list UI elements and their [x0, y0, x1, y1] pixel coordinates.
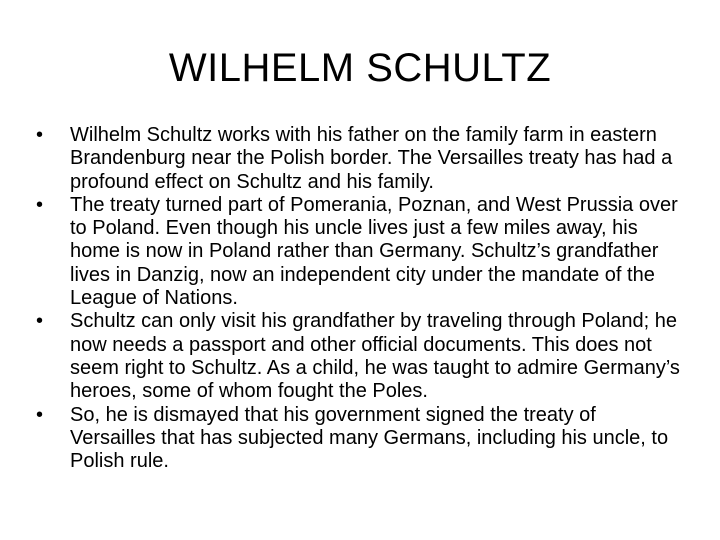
bullet-text: The treaty turned part of Pomerania, Poznan, and West Prussia over to Poland. Even though his uncle lives just a few miles away, his home is now in Poland rather than Germany. Schultz’s grandfather lives in Danzig, now an independent city under the mandate of the League of Nations.	[70, 193, 678, 310]
bullet-marker: •	[36, 124, 44, 146]
bullet-text: Schultz can only visit his grandfather by traveling through Poland; he now needs a passport and other official documents. This does not seem right to Schultz. As a child, he was taught to admire Germany’s heroes, some of whom fought the Poles.	[70, 310, 680, 403]
bullet-list	[36, 124, 686, 473]
bullet-text: Wilhelm Schultz works with his father on the family farm in eastern Brandenburg near the Polish border. The Versailles treaty has had a profound effect on Schultz and his family.	[70, 124, 673, 193]
bullet-item	[36, 194, 686, 310]
slide-title: WILHELM SCHULTZ	[168, 46, 552, 90]
bullet-marker: •	[36, 193, 44, 216]
bullet-item	[36, 310, 686, 403]
bullet-text: So, he is dismayed that his government signed the treaty of Versailles that has subjected many Germans, including his uncle, to Polish rule.	[70, 403, 669, 473]
bullet-item	[36, 404, 686, 474]
bullet-item	[36, 124, 686, 194]
bullet-marker: •	[36, 403, 44, 426]
bullet-marker: •	[36, 310, 44, 333]
